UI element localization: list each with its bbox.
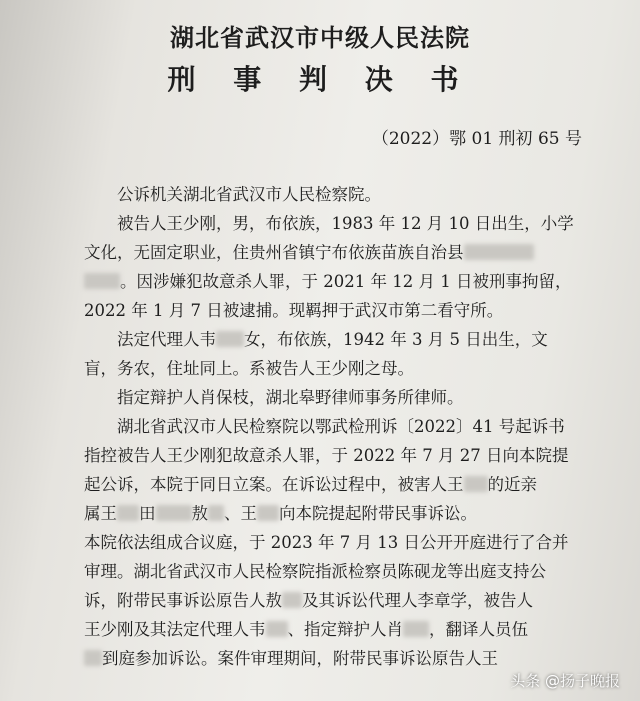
redaction [84,650,102,666]
redaction [156,505,192,521]
text-line: 审理。湖北省武汉市人民检察院指派检察员陈砚龙等出庭支持公 [84,562,546,581]
watermark: 头条 @扬子晚报 [510,672,620,690]
redaction [266,621,288,637]
redaction [208,505,224,521]
text-line: 到庭参加诉讼。案件审理期间，附带民事诉讼原告人王 [84,644,584,673]
text-line: 2022 年 1 月 7 日被逮捕。现羁押于武汉市第二看守所。 [84,301,504,320]
redaction [464,244,534,260]
text-line: 公诉机关湖北省武汉市人民检察院。 [117,185,381,204]
text-line: 文化，无固定职业，住贵州省镇宁布依族苗族自治县 [84,238,584,267]
court-name: 湖北省武汉市中级人民法院 [170,23,470,52]
redaction [282,592,302,608]
text-line: 。因涉嫌犯故意杀人罪，于 2021 年 12 月 1 日被刑事拘留， [84,267,584,296]
text-line: 诉，附带民事诉讼原告人敖 及其诉讼代理人李章学，被告人 [84,591,533,610]
text-line: 被告人王少刚，男，布依族，1983 年 12 月 10 日出生，小学 [117,214,574,233]
text-line: 起公诉，本院于同日立案。在诉讼过程中，被害人王 的近亲 [84,475,537,494]
redaction [216,331,244,347]
redaction [117,505,139,521]
text-line: 指定辩护人肖保枝，湖北皋野律师事务所律师。 [117,388,464,407]
text-line: 本院依法组成合议庭，于 2023 年 7 月 13 日公开开庭进行了合并 [84,533,569,552]
case-number: （2022）鄂 01 刑初 65 号 [371,129,582,149]
text-line: 属王 田 敖 、王 向本院提起附带民事诉讼。 [84,504,477,523]
document-type: 刑 事 判 决 书 [167,63,473,96]
judgment-body [84,180,584,673]
redaction [464,476,488,492]
redaction [84,273,120,289]
redaction [403,621,429,637]
text-line: 盲，务农，住址同上。系被告人王少刚之母。 [84,359,414,378]
text-line: 法定代理人韦 女，布依族，1942 年 3 月 5 日出生，文 [117,330,548,349]
text-line: 湖北省武汉市人民检察院以鄂武检刑诉〔2022〕41 号起诉书 [117,417,565,436]
text-line: 指控被告人王少刚犯故意杀人罪，于 2022 年 7 月 27 日向本院提 [84,446,569,465]
redaction [257,505,279,521]
text-line: 王少刚及其法定代理人韦 、指定辩护人肖 ，翻译人员伍 [84,620,528,639]
